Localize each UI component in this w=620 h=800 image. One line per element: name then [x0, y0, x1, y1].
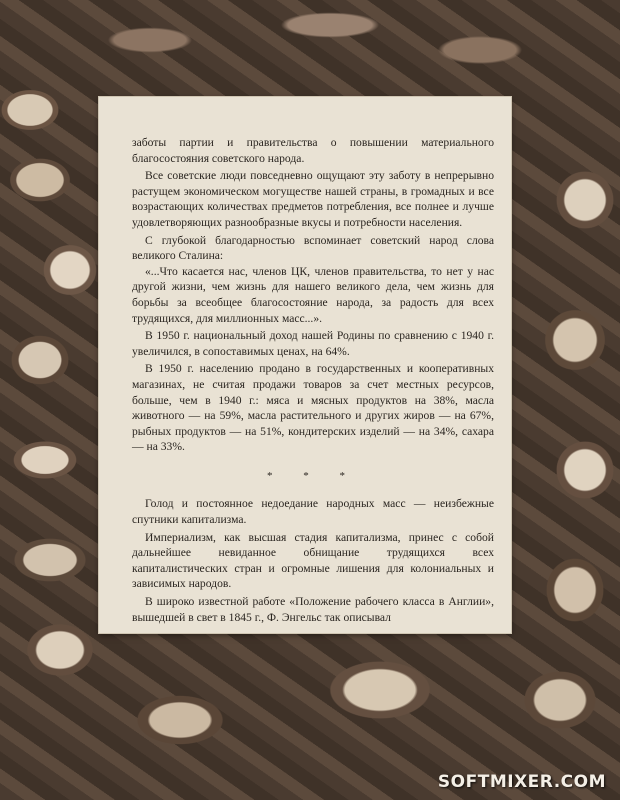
paragraph-imperialism: Империализм, как высшая стадия капитализма, принес с собой дальнейшее невиданное обнищание трудящихся всех капиталистических стран и огромные лишения для колониальных и зависимых народов.: [132, 530, 494, 591]
paragraph-sales: В 1950 г. населению продано в государственных и кооперативных магазинах, не считая продажи товаров за счет местных ресурсов, больше, чем в 1940 г.: мяса и мясных продуктов на 38%, масла животного — на 59%, масла растительного и других жиров — на 67%, рыбных продуктов — на 51%, кондитерских изделий — на 34%, сахара — на 33%.: [132, 362, 494, 454]
watermark-logo: SOFTMIXER.COM: [437, 772, 606, 792]
paragraph-2: Все советские люди повседневно ощущают эту заботу в непрерывно растущем экономическом могуществе нашей страны, в громадных и все возрастающих количествах предметов потребления, все полнее и лучше удовлетворяющих разнообразные вкусы и потребности населения.: [132, 169, 494, 229]
paragraph-income: В 1950 г. национальный доход нашей Родины по сравнению с 1940 г. увеличился, в сопоставимых ценах, на 64%.: [132, 329, 494, 358]
stalin-quote: «...Что касается нас, членов ЦК, членов правительства, то нет у нас другой жизни, чем жизнь для нашего великого дела, чем жизнь для борьбы за всеобщее благосостояние народа, за радость для всех трудящихся, для миллионных масс...».: [132, 264, 494, 325]
paragraph-hunger: Голод и постоянное недоедание народных масс — неизбежные спутники капитализма.: [132, 497, 494, 527]
paragraph-1: заботы партии и правительства о повышении материального благосостояния советского народа.: [132, 136, 494, 165]
paragraph-engels: В широко известной работе «Положение рабочего класса в Англии», вышедшей в свет в 1845 г., Ф. Энгельс так описывал: [132, 595, 494, 624]
text-page: [99, 97, 511, 633]
section-separator: * * *: [267, 469, 359, 482]
paragraph-3: С глубокой благодарностью вспоминает советский народ слова великого Сталина:: [132, 233, 494, 263]
